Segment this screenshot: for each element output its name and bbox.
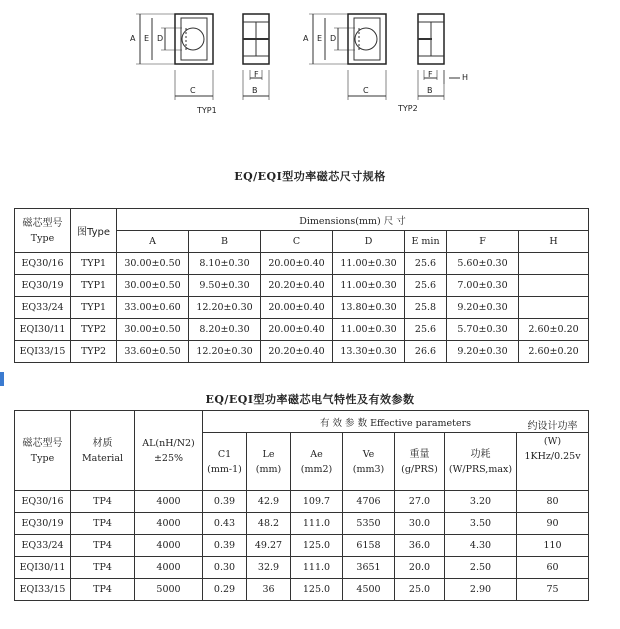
spec-cell-f: 5.70±0.30 — [447, 319, 519, 341]
spec-cell-h — [519, 253, 589, 275]
param-cell-weight: 36.0 — [395, 535, 445, 557]
ae-unit: (mm2) — [300, 463, 333, 475]
spec-column-header: A — [117, 231, 189, 253]
typ2-caption: TYP2 — [398, 104, 418, 113]
spec-cell-d: 11.00±0.30 — [333, 253, 405, 275]
spec-table-body — [15, 253, 589, 363]
param-material-header-en: Material — [81, 452, 124, 464]
typ2-label-a: A — [303, 34, 309, 43]
param-ae-header — [291, 433, 343, 491]
typ1-label-a: A — [130, 34, 136, 43]
param-cell-ae: 125.0 — [291, 535, 343, 557]
spec-cell-c: 20.00±0.40 — [261, 297, 333, 319]
typ2-label-f: F — [428, 70, 433, 79]
spec-type-header-en: Type — [30, 232, 55, 244]
spec-cell-type: EQ30/16 — [15, 253, 71, 275]
param-cell-ve: 3651 — [343, 557, 395, 579]
spec-cell-b: 8.20±0.30 — [189, 319, 261, 341]
param-type-header-cn: 磁芯型号 — [22, 437, 63, 449]
typ2-label-b: B — [427, 86, 433, 95]
power-label: 约设计功率 — [527, 421, 578, 432]
param-material-header — [71, 411, 135, 491]
typ1-label-e: E — [144, 34, 150, 43]
typ2-label-e: E — [317, 34, 323, 43]
power-unit: (W) — [543, 436, 562, 447]
param-cell-power: 75 — [517, 579, 589, 601]
param-cell-power: 80 — [517, 491, 589, 513]
param-cell-le: 48.2 — [247, 513, 291, 535]
param-cell-ae: 111.0 — [291, 557, 343, 579]
param-cell-ve: 4706 — [343, 491, 395, 513]
spec-cell-e: 25.6 — [405, 275, 447, 297]
spec-cell-b: 12.20±0.30 — [189, 341, 261, 363]
typ1-label-f: F — [254, 70, 259, 79]
spec-cell-h: 2.60±0.20 — [519, 319, 589, 341]
param-cell-loss: 3.20 — [445, 491, 517, 513]
spec-column-header: F — [447, 231, 519, 253]
param-cell-weight: 20.0 — [395, 557, 445, 579]
spec-column-header: H — [519, 231, 589, 253]
param-cell-al: 5000 — [135, 579, 203, 601]
ae-label: Ae — [310, 448, 323, 460]
spec-cell-c: 20.20±0.40 — [261, 341, 333, 363]
typ2-label-c: C — [363, 86, 369, 95]
spec-cell-e: 25.6 — [405, 253, 447, 275]
spec-type-header-cn: 磁芯型号 — [22, 217, 63, 229]
table-row — [15, 253, 589, 275]
param-cell-type: EQ30/16 — [15, 491, 71, 513]
param-cell-loss: 3.50 — [445, 513, 517, 535]
param-cell-material: TP4 — [71, 535, 135, 557]
table-row — [15, 557, 589, 579]
spec-cell-a: 33.00±0.60 — [117, 297, 189, 319]
table-row — [15, 297, 589, 319]
spec-column-header: E min — [405, 231, 447, 253]
spec-cell-type: EQI30/11 — [15, 319, 71, 341]
param-c1-header — [203, 433, 247, 491]
spec-cell-type: EQ30/19 — [15, 275, 71, 297]
spec-cell-d: 11.00±0.30 — [333, 319, 405, 341]
spec-cell-c: 20.00±0.40 — [261, 253, 333, 275]
le-label: Le — [262, 448, 275, 460]
spec-cell-type: EQ33/24 — [15, 297, 71, 319]
param-type-header-en: Type — [30, 452, 55, 464]
param-cell-le: 49.27 — [247, 535, 291, 557]
param-loss-header — [445, 433, 517, 491]
table-row — [15, 275, 589, 297]
param-cell-le: 42.9 — [247, 491, 291, 513]
loss-unit: (W/PRS,max) — [448, 463, 513, 475]
power-condition: 1KHz/0.25v — [524, 451, 581, 462]
param-cell-weight: 25.0 — [395, 579, 445, 601]
spec-cell-a: 30.00±0.50 — [117, 253, 189, 275]
param-cell-ae: 125.0 — [291, 579, 343, 601]
spec-table-title: EQ/EQI型功率磁芯尺寸规格 — [234, 170, 386, 183]
param-cell-type: EQ33/24 — [15, 535, 71, 557]
c1-unit: (mm-1) — [207, 463, 242, 475]
left-edge-marker — [0, 372, 4, 386]
param-cell-al: 4000 — [135, 557, 203, 579]
spec-cell-type: EQI33/15 — [15, 341, 71, 363]
param-type-header — [15, 411, 71, 491]
param-cell-al: 4000 — [135, 535, 203, 557]
param-al-tolerance: ±25% — [153, 452, 184, 464]
table-row — [15, 513, 589, 535]
spec-cell-f: 7.00±0.30 — [447, 275, 519, 297]
param-cell-weight: 27.0 — [395, 491, 445, 513]
param-cell-c1: 0.39 — [203, 491, 247, 513]
spec-cell-fig: TYP1 — [71, 275, 117, 297]
param-cell-loss: 2.90 — [445, 579, 517, 601]
param-cell-weight: 30.0 — [395, 513, 445, 535]
spec-cell-b: 12.20±0.30 — [189, 297, 261, 319]
spec-column-header: B — [189, 231, 261, 253]
table-row — [15, 319, 589, 341]
spec-cell-a: 33.60±0.50 — [117, 341, 189, 363]
table-row — [15, 491, 589, 513]
spec-cell-a: 30.00±0.50 — [117, 319, 189, 341]
spec-figure-header: 图Type — [71, 209, 117, 253]
spec-type-header — [15, 209, 71, 253]
typ2-label-h: H — [462, 73, 469, 82]
spec-cell-f: 5.60±0.30 — [447, 253, 519, 275]
param-power-header — [517, 421, 589, 491]
dimension-spec-table — [14, 208, 589, 363]
typ1-label-b: B — [252, 86, 258, 95]
param-cell-ae: 111.0 — [291, 513, 343, 535]
param-cell-al: 4000 — [135, 513, 203, 535]
spec-cell-e: 25.6 — [405, 319, 447, 341]
spec-cell-c: 20.00±0.40 — [261, 319, 333, 341]
param-cell-type: EQI30/11 — [15, 557, 71, 579]
ve-label: Ve — [362, 448, 375, 460]
spec-column-header: D — [333, 231, 405, 253]
param-cell-material: TP4 — [71, 513, 135, 535]
param-cell-power: 110 — [517, 535, 589, 557]
spec-cell-fig: TYP1 — [71, 253, 117, 275]
table-row — [15, 535, 589, 557]
param-cell-c1: 0.30 — [203, 557, 247, 579]
c1-label: C1 — [217, 448, 232, 460]
param-cell-ve: 6158 — [343, 535, 395, 557]
param-cell-material: TP4 — [71, 579, 135, 601]
spec-column-header: C — [261, 231, 333, 253]
spec-cell-b: 9.50±0.30 — [189, 275, 261, 297]
weight-label: 重量 — [409, 448, 430, 460]
spec-cell-fig: TYP1 — [71, 297, 117, 319]
param-al-header — [135, 411, 203, 491]
spec-cell-f: 9.20±0.30 — [447, 297, 519, 319]
param-cell-loss: 4.30 — [445, 535, 517, 557]
spec-cell-h — [519, 275, 589, 297]
typ1-label-d: D — [157, 34, 164, 43]
ve-unit: (mm3) — [352, 463, 385, 475]
param-table-title: EQ/EQI型功率磁芯电气特性及有效参数 — [205, 393, 415, 406]
spec-cell-c: 20.20±0.40 — [261, 275, 333, 297]
param-cell-ve: 5350 — [343, 513, 395, 535]
effective-parameter-table — [14, 410, 589, 601]
param-material-header-cn: 材质 — [92, 437, 113, 449]
spec-cell-fig: TYP2 — [71, 341, 117, 363]
param-cell-power: 60 — [517, 557, 589, 579]
spec-cell-d: 11.00±0.30 — [333, 275, 405, 297]
typ1-caption: TYP1 — [197, 106, 217, 115]
param-cell-c1: 0.29 — [203, 579, 247, 601]
spec-cell-b: 8.10±0.30 — [189, 253, 261, 275]
param-cell-ve: 4500 — [343, 579, 395, 601]
weight-unit: (g/PRS) — [401, 463, 438, 475]
le-unit: (mm) — [255, 463, 282, 475]
param-cell-le: 32.9 — [247, 557, 291, 579]
param-cell-ae: 109.7 — [291, 491, 343, 513]
drawing-labels — [0, 0, 620, 125]
spec-cell-a: 30.00±0.50 — [117, 275, 189, 297]
param-cell-type: EQI33/15 — [15, 579, 71, 601]
spec-cell-e: 25.8 — [405, 297, 447, 319]
spec-cell-h: 2.60±0.20 — [519, 341, 589, 363]
param-weight-header — [395, 433, 445, 491]
param-ve-header — [343, 433, 395, 491]
spec-cell-d: 13.80±0.30 — [333, 297, 405, 319]
param-effective-header: 有 效 参 数 Effective parameters — [203, 411, 589, 433]
param-cell-le: 36 — [247, 579, 291, 601]
param-table-body — [15, 491, 589, 601]
spec-cell-h — [519, 297, 589, 319]
param-cell-type: EQ30/19 — [15, 513, 71, 535]
spec-dimensions-header: Dimensions(mm) 尺 寸 — [117, 209, 589, 231]
param-cell-c1: 0.39 — [203, 535, 247, 557]
spec-cell-d: 13.30±0.30 — [333, 341, 405, 363]
param-cell-loss: 2.50 — [445, 557, 517, 579]
spec-cell-e: 26.6 — [405, 341, 447, 363]
param-cell-c1: 0.43 — [203, 513, 247, 535]
param-cell-material: TP4 — [71, 557, 135, 579]
param-al-label: AL(nH/N2) — [142, 437, 195, 449]
param-le-header — [247, 433, 291, 491]
loss-label: 功耗 — [470, 448, 491, 460]
param-cell-al: 4000 — [135, 491, 203, 513]
typ1-label-c: C — [190, 86, 196, 95]
param-cell-power: 90 — [517, 513, 589, 535]
table-row — [15, 579, 589, 601]
param-cell-material: TP4 — [71, 491, 135, 513]
spec-cell-f: 9.20±0.30 — [447, 341, 519, 363]
spec-cell-fig: TYP2 — [71, 319, 117, 341]
typ2-label-d: D — [330, 34, 337, 43]
table-row — [15, 341, 589, 363]
